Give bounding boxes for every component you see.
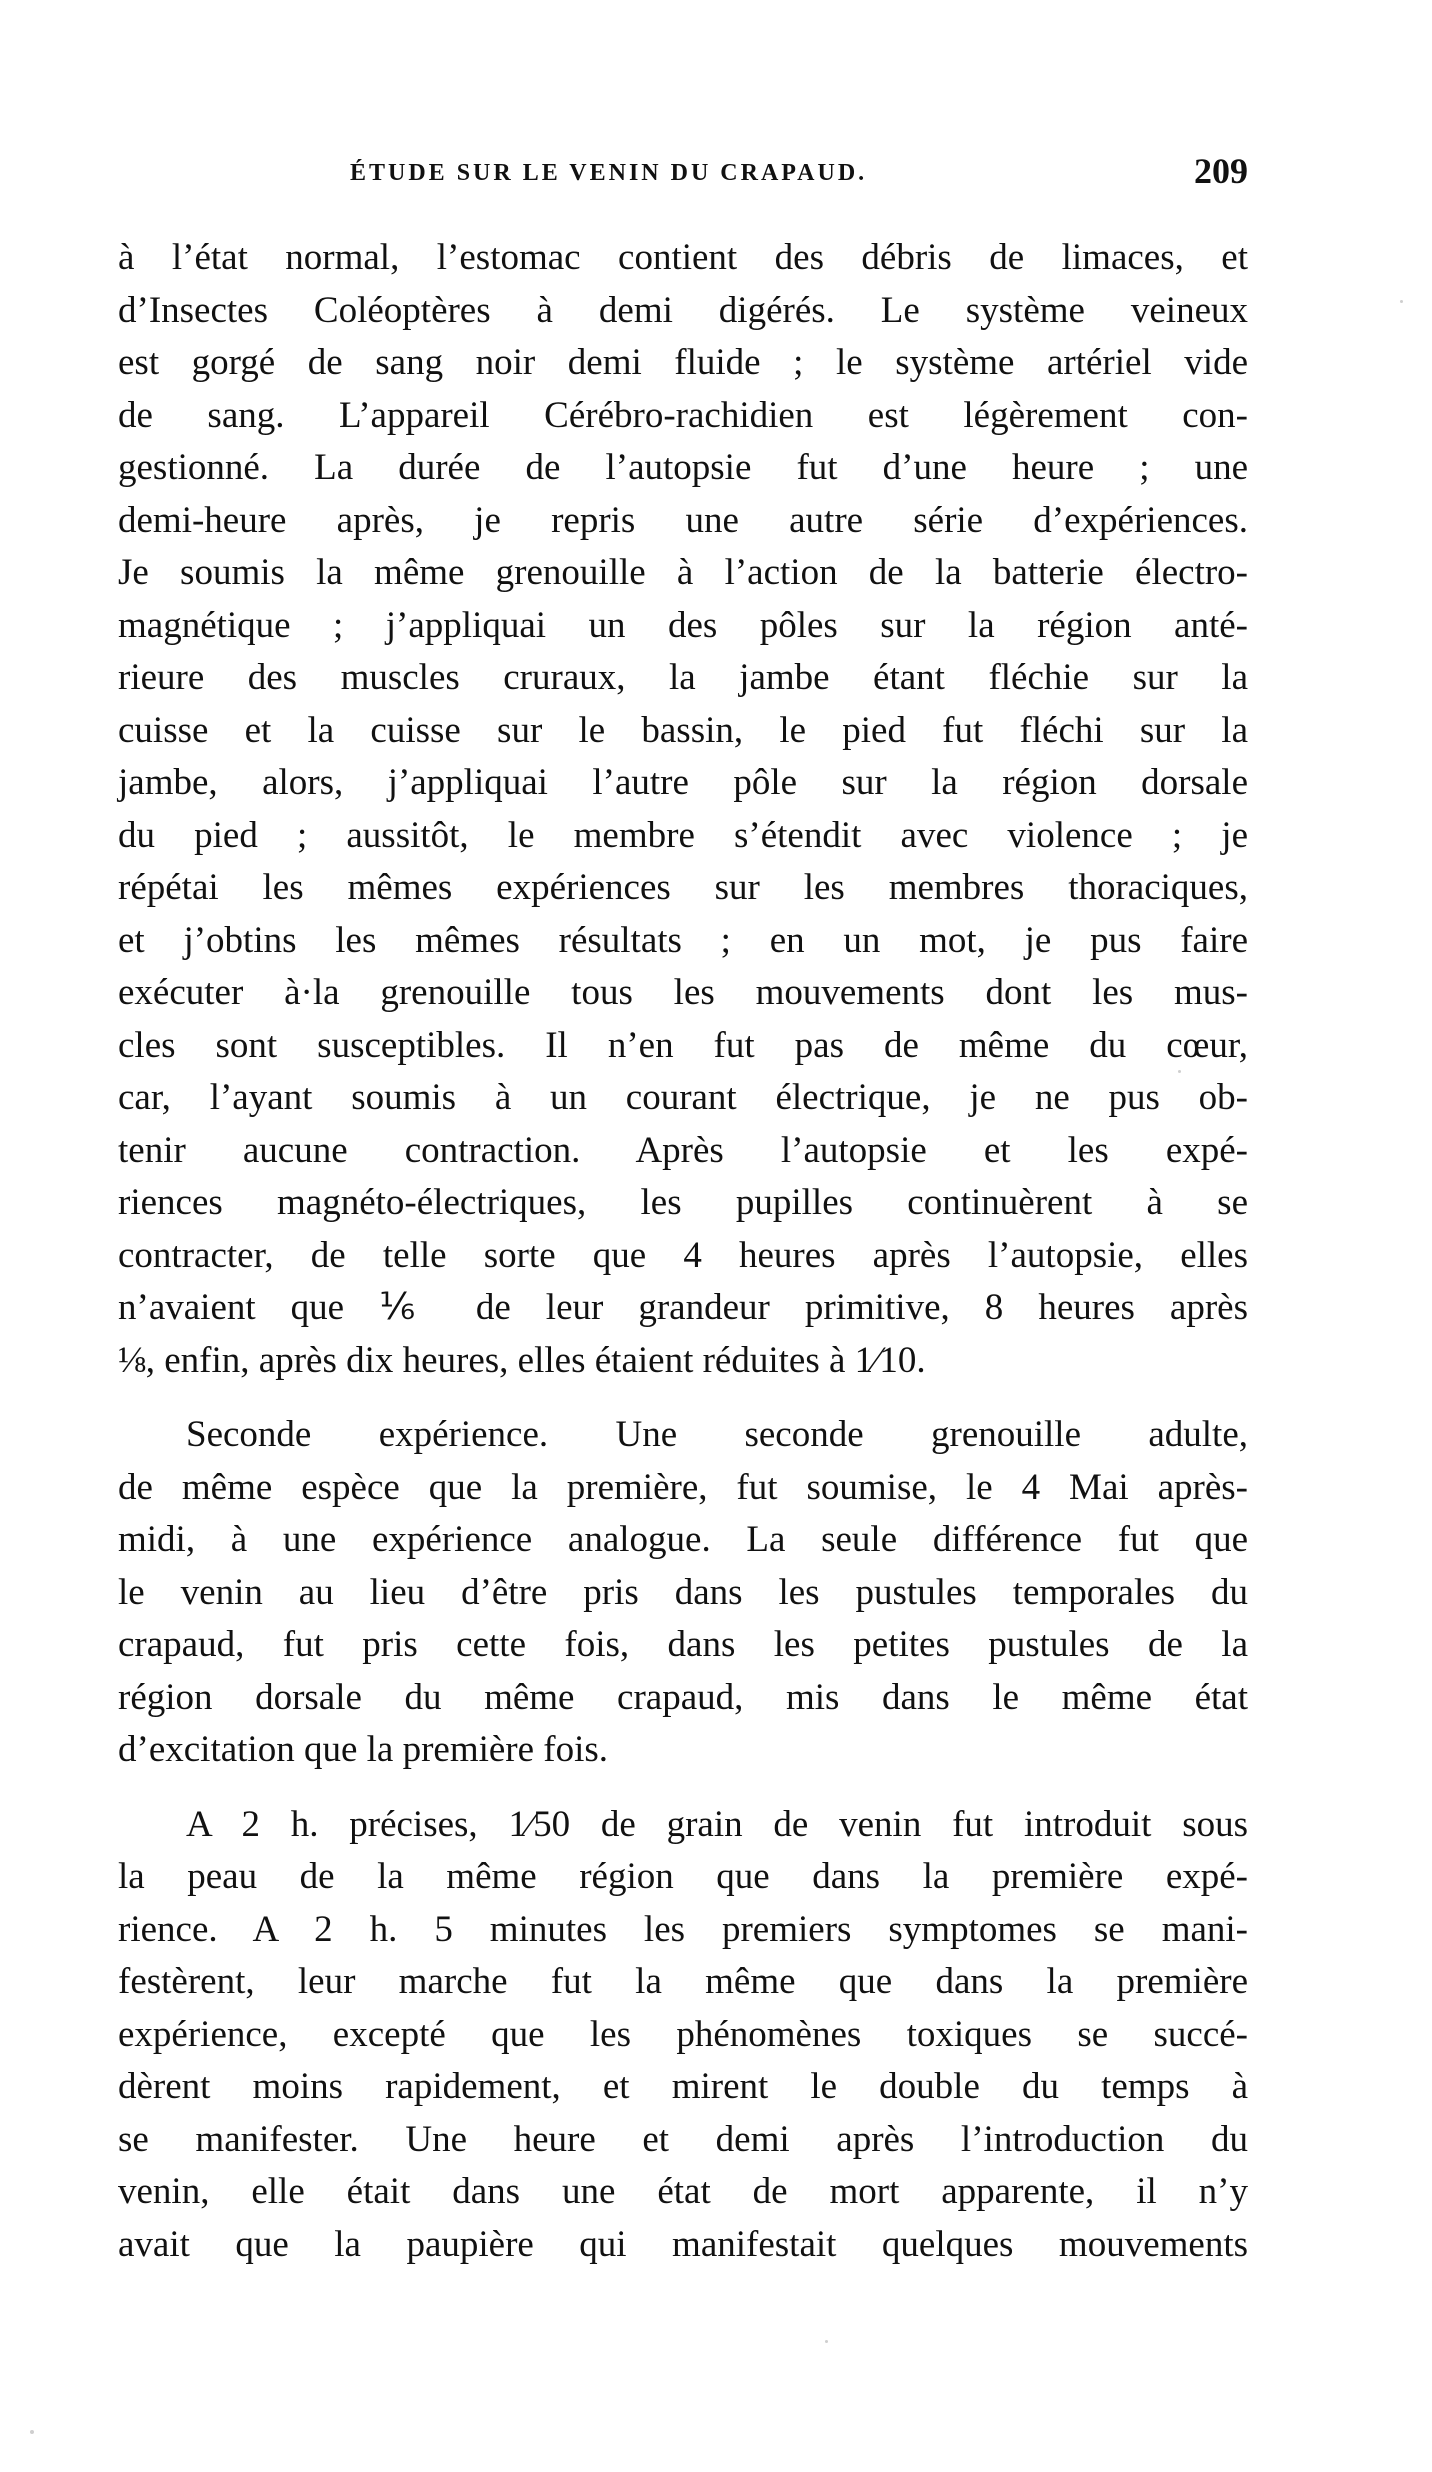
text-line: contracter, de telle sorte que 4 heures après l’autopsie, elles xyxy=(118,1234,1248,1276)
text-line: n’avaient que ⅙ de leur grandeur primitive, 8 heures après xyxy=(118,1287,1248,1328)
text-line: à l’état normal, l’estomac contient des débris de limaces, et xyxy=(118,237,1248,278)
text-line: jambe, alors, j’appliquai l’autre pôle sur la région dorsale xyxy=(118,762,1248,803)
text-line: dèrent moins rapidement, et mirent le double du temps à xyxy=(118,2066,1248,2107)
text-line: gestionné. La durée de l’autopsie fut d’une heure ; une xyxy=(118,447,1248,488)
paragraph-autopsy xyxy=(118,232,1248,1387)
text-line: exécuter à·la grenouille tous les mouvements dont les mus- xyxy=(118,972,1248,1013)
text-line: tenir aucune contraction. Après l’autopsie et les expé- xyxy=(118,1129,1248,1171)
text-line: le venin au lieu d’être pris dans les pustules temporales du xyxy=(118,1571,1248,1613)
paragraph-gap xyxy=(118,1387,1248,1409)
text-line: expérience, excepté que les phénomènes toxiques se succé- xyxy=(118,2013,1248,2055)
paper-speck xyxy=(30,2430,34,2434)
text-line: ⅛, enfin, après dix heures, elles étaient réduites à 1⁄10. xyxy=(118,1339,926,1381)
text-line: la peau de la même région que dans la première expé- xyxy=(118,1856,1248,1897)
text-line: riences magnéto-électriques, les pupilles continuèrent à se xyxy=(118,1182,1248,1223)
text-line: cles sont susceptibles. Il n’en fut pas de même du cœur, xyxy=(118,1024,1248,1066)
text-line: midi, à une expérience analogue. La seule différence fut que xyxy=(118,1519,1248,1560)
text-line: du pied ; aussitôt, le membre s’étendit avec violence ; je xyxy=(118,814,1248,856)
running-title: ÉTUDE SUR LE VENIN DU CRAPAUD. xyxy=(350,160,868,186)
text-line: Seconde expérience. Une seconde grenouille adulte, xyxy=(186,1414,1248,1455)
text-line: venin, elle était dans une état de mort apparente, il n’y xyxy=(118,2171,1248,2212)
text-line: de même espèce que la première, fut soumise, le 4 Mai après- xyxy=(118,1466,1248,1508)
text-line: festèrent, leur marche fut la même que dans la première xyxy=(118,1961,1248,2002)
paper-speck xyxy=(825,2340,828,2343)
text-line: avait que la paupière qui manifestait quelques mouvements xyxy=(118,2223,1248,2265)
page-header xyxy=(118,150,1248,210)
text-line: Je soumis la même grenouille à l’action de la batterie électro- xyxy=(118,552,1248,593)
paper-speck xyxy=(1178,1070,1181,1073)
paragraph-second-experiment xyxy=(118,1409,1248,1777)
text-line: rience. A 2 h. 5 minutes les premiers symptomes se mani- xyxy=(118,1908,1248,1950)
text-line: d’excitation que la première fois. xyxy=(118,1729,609,1770)
paragraph-timing xyxy=(118,1799,1248,2272)
text-line: d’Insectes Coléoptères à demi digérés. Le système veineux xyxy=(118,289,1248,331)
text-line: et j’obtins les mêmes résultats ; en un mot, je pus faire xyxy=(118,919,1248,961)
text-line: demi-heure après, je repris une autre série d’expériences. xyxy=(118,499,1248,541)
text-line: magnétique ; j’appliquai un des pôles sur la région anté- xyxy=(118,604,1248,646)
paper-speck xyxy=(1400,300,1403,303)
body-text xyxy=(118,232,1248,2271)
paragraph-gap xyxy=(118,1777,1248,1799)
text-line: rieure des muscles cruraux, la jambe étant fléchie sur la xyxy=(118,657,1248,698)
text-line: crapaud, fut pris cette fois, dans les petites pustules de la xyxy=(118,1624,1248,1665)
text-line: répétai les mêmes expériences sur les membres thoraciques, xyxy=(118,867,1248,908)
page-number: 209 xyxy=(1194,151,1248,191)
text-line: se manifester. Une heure et demi après l’introduction du xyxy=(118,2118,1248,2160)
text-line: cuisse et la cuisse sur le bassin, le pied fut fléchi sur la xyxy=(118,709,1248,751)
text-line: est gorgé de sang noir demi fluide ; le système artériel vide xyxy=(118,342,1248,383)
text-line: A 2 h. précises, 1⁄50 de grain de venin fut introduit sous xyxy=(186,1803,1248,1845)
text-line: car, l’ayant soumis à un courant électrique, je ne pus ob- xyxy=(118,1077,1248,1118)
text-line: de sang. L’appareil Cérébro-rachidien est légèrement con- xyxy=(118,394,1248,436)
text-line: région dorsale du même crapaud, mis dans le même état xyxy=(118,1676,1248,1718)
